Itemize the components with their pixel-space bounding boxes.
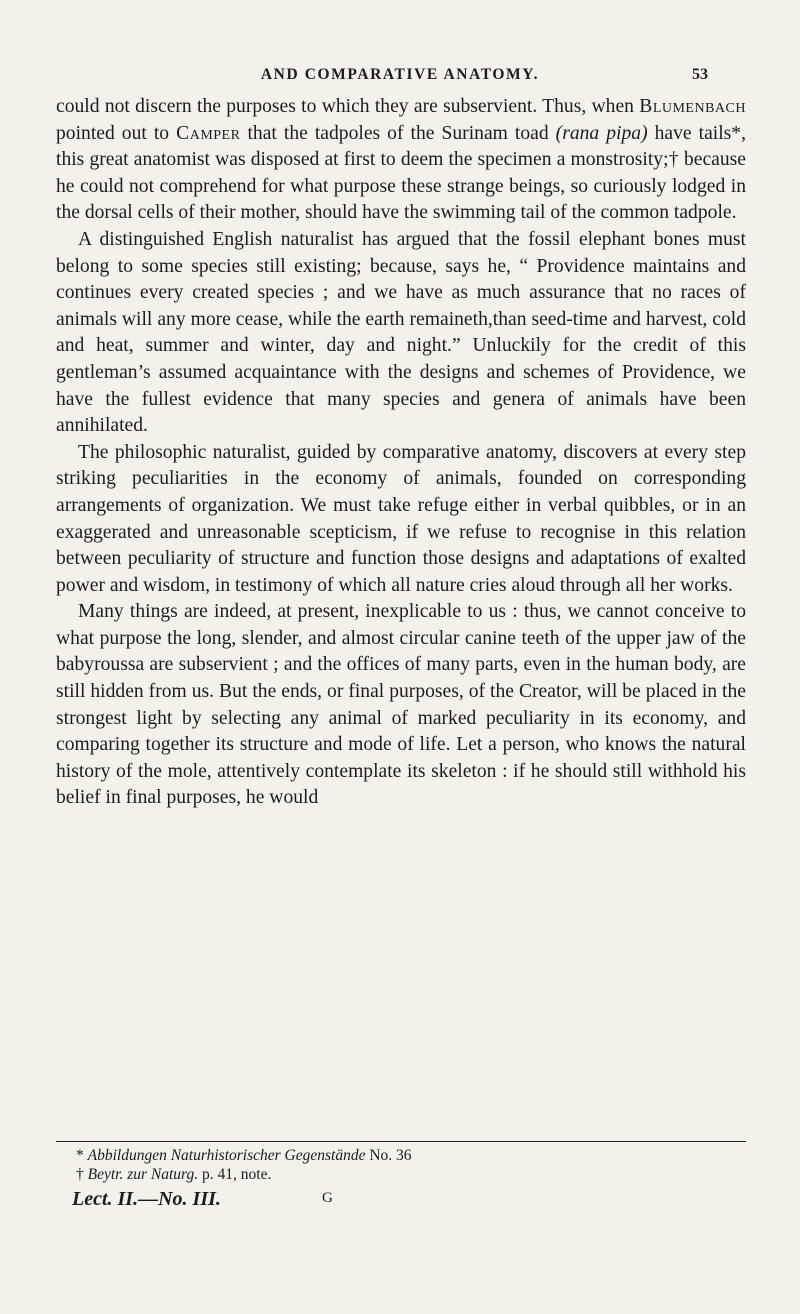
name-blumenbach: Blumenbach (639, 96, 746, 117)
running-head: AND COMPARATIVE ANATOMY. (260, 66, 540, 83)
footnote-2-mark: † (76, 1166, 84, 1183)
footnote-rule (56, 1141, 746, 1142)
p1-text-c: that the tadpoles of the Surinam toad (240, 122, 556, 144)
species-name: (rana pipa) (555, 122, 648, 144)
paragraph-4: Many things are indeed, at present, inexplicable to us : thus, we cannot conceive to what purpose the long, slender, and almost circular canine teeth of the upper jaw of the babyroussa are subservient ; and the offices of many parts, even in the human body, are still hidden from us. But the ends, or final purposes, of the Creator, will be placed in the strongest light by selecting any animal of marked peculiarity in its economy, and comparing together its structure and mode of life. Let a person, who knows the natural history of the mole, attentively contemplate its skeleton : if he should still withhold his belief in final purposes, he would (56, 601, 746, 809)
p1-text-d: have tails*, this great anatomist was disposed at first to deem the specimen a monstrosity;† because he could not comprehend for what purpose these strange beings, so curiously lodged in the dorsal cells of their mother, should have the swimming tail of the common tadpole. (56, 122, 746, 224)
footnote-2-rest: p. 41, note. (198, 1166, 272, 1183)
paragraph-1 (56, 94, 746, 227)
footnote-1 (76, 1146, 736, 1165)
paragraph-3: The philosophic naturalist, guided by comparative anatomy, discovers at every step striking peculiarities in the economy of animals, founded on corresponding arrangements of organization. We must take refuge either in verbal quibbles, or in an exaggerated and unreasonable scepticism, if we refuse to recognise in this relation between peculiarity of structure and function those designs and adaptations of exalted power and wisdom, in testimony of which all nature cries aloud through all her works. (56, 441, 746, 596)
signature-mark: G (322, 1190, 333, 1206)
footnote-1-mark: * (76, 1147, 84, 1164)
footnotes (76, 1146, 736, 1184)
footnote-2-title: Beytr. zur Naturg. (87, 1166, 199, 1183)
p1-text-b: pointed out to (56, 122, 177, 144)
name-camper: Camper (176, 122, 241, 144)
footnote-2 (76, 1165, 736, 1184)
page-number: 53 (692, 66, 708, 83)
lecture-signature: Lect. II.—No. III. (72, 1188, 221, 1210)
body-text (56, 94, 746, 812)
p1-text-a: could not discern the purposes to which they are subservient. Thus, when (56, 96, 640, 117)
footnote-1-title: Abbildungen Naturhistorischer Gegenstände (87, 1147, 366, 1164)
footnote-1-rest: No. 36 (365, 1147, 412, 1164)
paragraph-2: A distinguished English naturalist has argued that the fossil elephant bones must belong to some species still existing; because, says he, “ Providence maintains and continues every created species ; and we have as much assurance that no races of animals will any more cease, while the earth remaineth,than seed-time and harvest, cold and heat, summer and winter, day and night.” Unluckily for the credit of this gentleman’s assumed acquaintance with the designs and schemes of Providence, we have the fullest evidence that many species and genera of animals have been annihilated. (56, 228, 746, 437)
